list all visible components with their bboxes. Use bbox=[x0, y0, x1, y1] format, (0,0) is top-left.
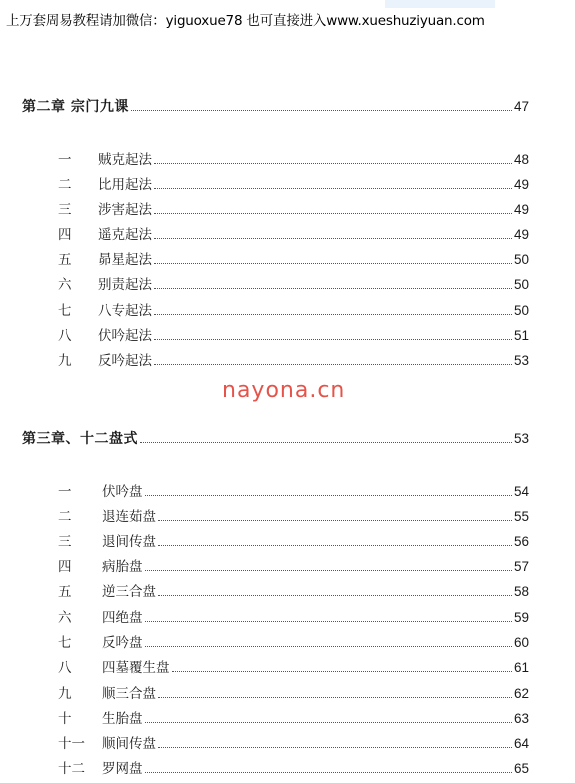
page-number: 51 bbox=[513, 328, 529, 343]
dot-leader bbox=[154, 188, 512, 189]
toc-entry[interactable] bbox=[58, 324, 529, 344]
chapter-title: 第三章、十二盘式 bbox=[22, 431, 138, 447]
dot-leader bbox=[154, 339, 512, 340]
entry-title: 反吟起法 bbox=[98, 353, 152, 369]
entry-title: 退连茹盘 bbox=[102, 509, 156, 525]
dot-leader bbox=[154, 163, 512, 164]
entry-title: 涉害起法 bbox=[98, 202, 152, 218]
entry-number: 十 bbox=[58, 711, 72, 727]
entry-number: 二 bbox=[58, 177, 72, 193]
dot-leader bbox=[131, 110, 512, 111]
dot-leader bbox=[158, 520, 512, 521]
entry-title: 顺三合盘 bbox=[102, 686, 156, 702]
toc-entry[interactable] bbox=[58, 656, 529, 676]
dot-leader bbox=[154, 238, 512, 239]
dot-leader bbox=[158, 595, 512, 596]
dot-leader bbox=[154, 288, 512, 289]
entry-number: 二 bbox=[58, 509, 72, 525]
promo-header: 上万套周易教程请加微信：yiguoxue78 也可直接进入www.xueshuziyuan.com bbox=[6, 13, 485, 29]
page-number: 53 bbox=[513, 353, 529, 368]
entry-title: 逆三合盘 bbox=[102, 584, 156, 600]
page-number: 50 bbox=[513, 303, 529, 318]
entry-title: 贼克起法 bbox=[98, 152, 152, 168]
toc-entry[interactable] bbox=[58, 580, 529, 600]
page-number: 65 bbox=[513, 761, 529, 776]
toc-entry[interactable] bbox=[58, 299, 529, 319]
toc-entry[interactable] bbox=[58, 173, 529, 193]
toc-entry[interactable] bbox=[58, 349, 529, 369]
chapter-title: 第二章 宗门九课 bbox=[22, 99, 129, 115]
dot-leader bbox=[154, 314, 512, 315]
entry-title: 伏吟起法 bbox=[98, 328, 152, 344]
entry-number: 四 bbox=[58, 559, 72, 575]
toc-entry[interactable] bbox=[58, 682, 529, 702]
entry-number: 六 bbox=[58, 610, 72, 626]
page-number: 49 bbox=[513, 227, 529, 242]
entry-number: 一 bbox=[58, 484, 72, 500]
toc-entry[interactable] bbox=[58, 223, 529, 243]
entry-title: 四墓覆生盘 bbox=[102, 660, 170, 676]
toc-entry[interactable] bbox=[58, 555, 529, 575]
entry-number: 六 bbox=[58, 277, 72, 293]
entry-number: 九 bbox=[58, 686, 72, 702]
entry-number: 十一 bbox=[58, 736, 85, 752]
page-number: 61 bbox=[513, 660, 529, 675]
page-number: 57 bbox=[513, 559, 529, 574]
entry-title: 遥克起法 bbox=[98, 227, 152, 243]
entry-title: 病胎盘 bbox=[102, 559, 143, 575]
toc-entry[interactable] bbox=[58, 505, 529, 525]
page-number: 58 bbox=[513, 584, 529, 599]
page-number: 48 bbox=[513, 152, 529, 167]
page-number: 50 bbox=[513, 277, 529, 292]
page-number: 59 bbox=[513, 610, 529, 625]
header-highlight bbox=[385, 0, 495, 8]
dot-leader bbox=[145, 495, 512, 496]
entry-number: 四 bbox=[58, 227, 72, 243]
entry-number: 三 bbox=[58, 534, 72, 550]
entry-number: 十二 bbox=[58, 761, 85, 777]
toc-entry[interactable] bbox=[58, 198, 529, 218]
toc-entry[interactable] bbox=[58, 530, 529, 550]
page-number: 54 bbox=[513, 484, 529, 499]
entry-number: 三 bbox=[58, 202, 72, 218]
toc-entry[interactable] bbox=[58, 757, 529, 777]
toc-entry[interactable] bbox=[58, 480, 529, 500]
entry-title: 别责起法 bbox=[98, 277, 152, 293]
dot-leader bbox=[158, 545, 512, 546]
entry-title: 伏吟盘 bbox=[102, 484, 143, 500]
page-number: 49 bbox=[513, 202, 529, 217]
entry-title: 四绝盘 bbox=[102, 610, 143, 626]
dot-leader bbox=[145, 722, 512, 723]
page-number: 62 bbox=[513, 686, 529, 701]
page-number: 47 bbox=[513, 99, 529, 114]
watermark: nayona.cn bbox=[222, 378, 346, 403]
entry-number: 九 bbox=[58, 353, 72, 369]
dot-leader bbox=[145, 621, 512, 622]
toc-entry[interactable] bbox=[58, 606, 529, 626]
entry-number: 五 bbox=[58, 584, 72, 600]
page-number: 49 bbox=[513, 177, 529, 192]
entry-number: 一 bbox=[58, 152, 72, 168]
page-number: 64 bbox=[513, 736, 529, 751]
dot-leader bbox=[140, 442, 512, 443]
toc-entry[interactable] bbox=[58, 148, 529, 168]
entry-number: 八 bbox=[58, 660, 72, 676]
chapter-3-line[interactable] bbox=[22, 428, 529, 448]
dot-leader bbox=[154, 213, 512, 214]
entry-number: 五 bbox=[58, 252, 72, 268]
toc-entry[interactable] bbox=[58, 707, 529, 727]
entry-number: 七 bbox=[58, 303, 72, 319]
dot-leader bbox=[172, 671, 512, 672]
toc-entry[interactable] bbox=[58, 248, 529, 268]
entry-title: 比用起法 bbox=[98, 177, 152, 193]
entry-title: 顺间传盘 bbox=[102, 736, 156, 752]
dot-leader bbox=[145, 570, 512, 571]
entry-title: 反吟盘 bbox=[102, 635, 143, 651]
entry-title: 退间传盘 bbox=[102, 534, 156, 550]
page-number: 63 bbox=[513, 711, 529, 726]
entry-number: 七 bbox=[58, 635, 72, 651]
dot-leader bbox=[154, 364, 512, 365]
dot-leader bbox=[145, 772, 512, 773]
toc-entry[interactable] bbox=[58, 273, 529, 293]
page-number: 53 bbox=[513, 431, 529, 446]
entry-title: 罗网盘 bbox=[102, 761, 143, 777]
dot-leader bbox=[158, 697, 512, 698]
entry-title: 昴星起法 bbox=[98, 252, 152, 268]
chapter-2-line[interactable] bbox=[22, 96, 529, 116]
toc-entry[interactable] bbox=[58, 732, 529, 752]
dot-leader bbox=[158, 747, 512, 748]
page-number: 56 bbox=[513, 534, 529, 549]
toc-entry[interactable] bbox=[58, 631, 529, 651]
dot-leader bbox=[145, 646, 512, 647]
entry-title: 八专起法 bbox=[98, 303, 152, 319]
entry-number: 八 bbox=[58, 328, 72, 344]
page-number: 50 bbox=[513, 252, 529, 267]
page-number: 60 bbox=[513, 635, 529, 650]
dot-leader bbox=[154, 263, 512, 264]
entry-title: 生胎盘 bbox=[102, 711, 143, 727]
page-number: 55 bbox=[513, 509, 529, 524]
